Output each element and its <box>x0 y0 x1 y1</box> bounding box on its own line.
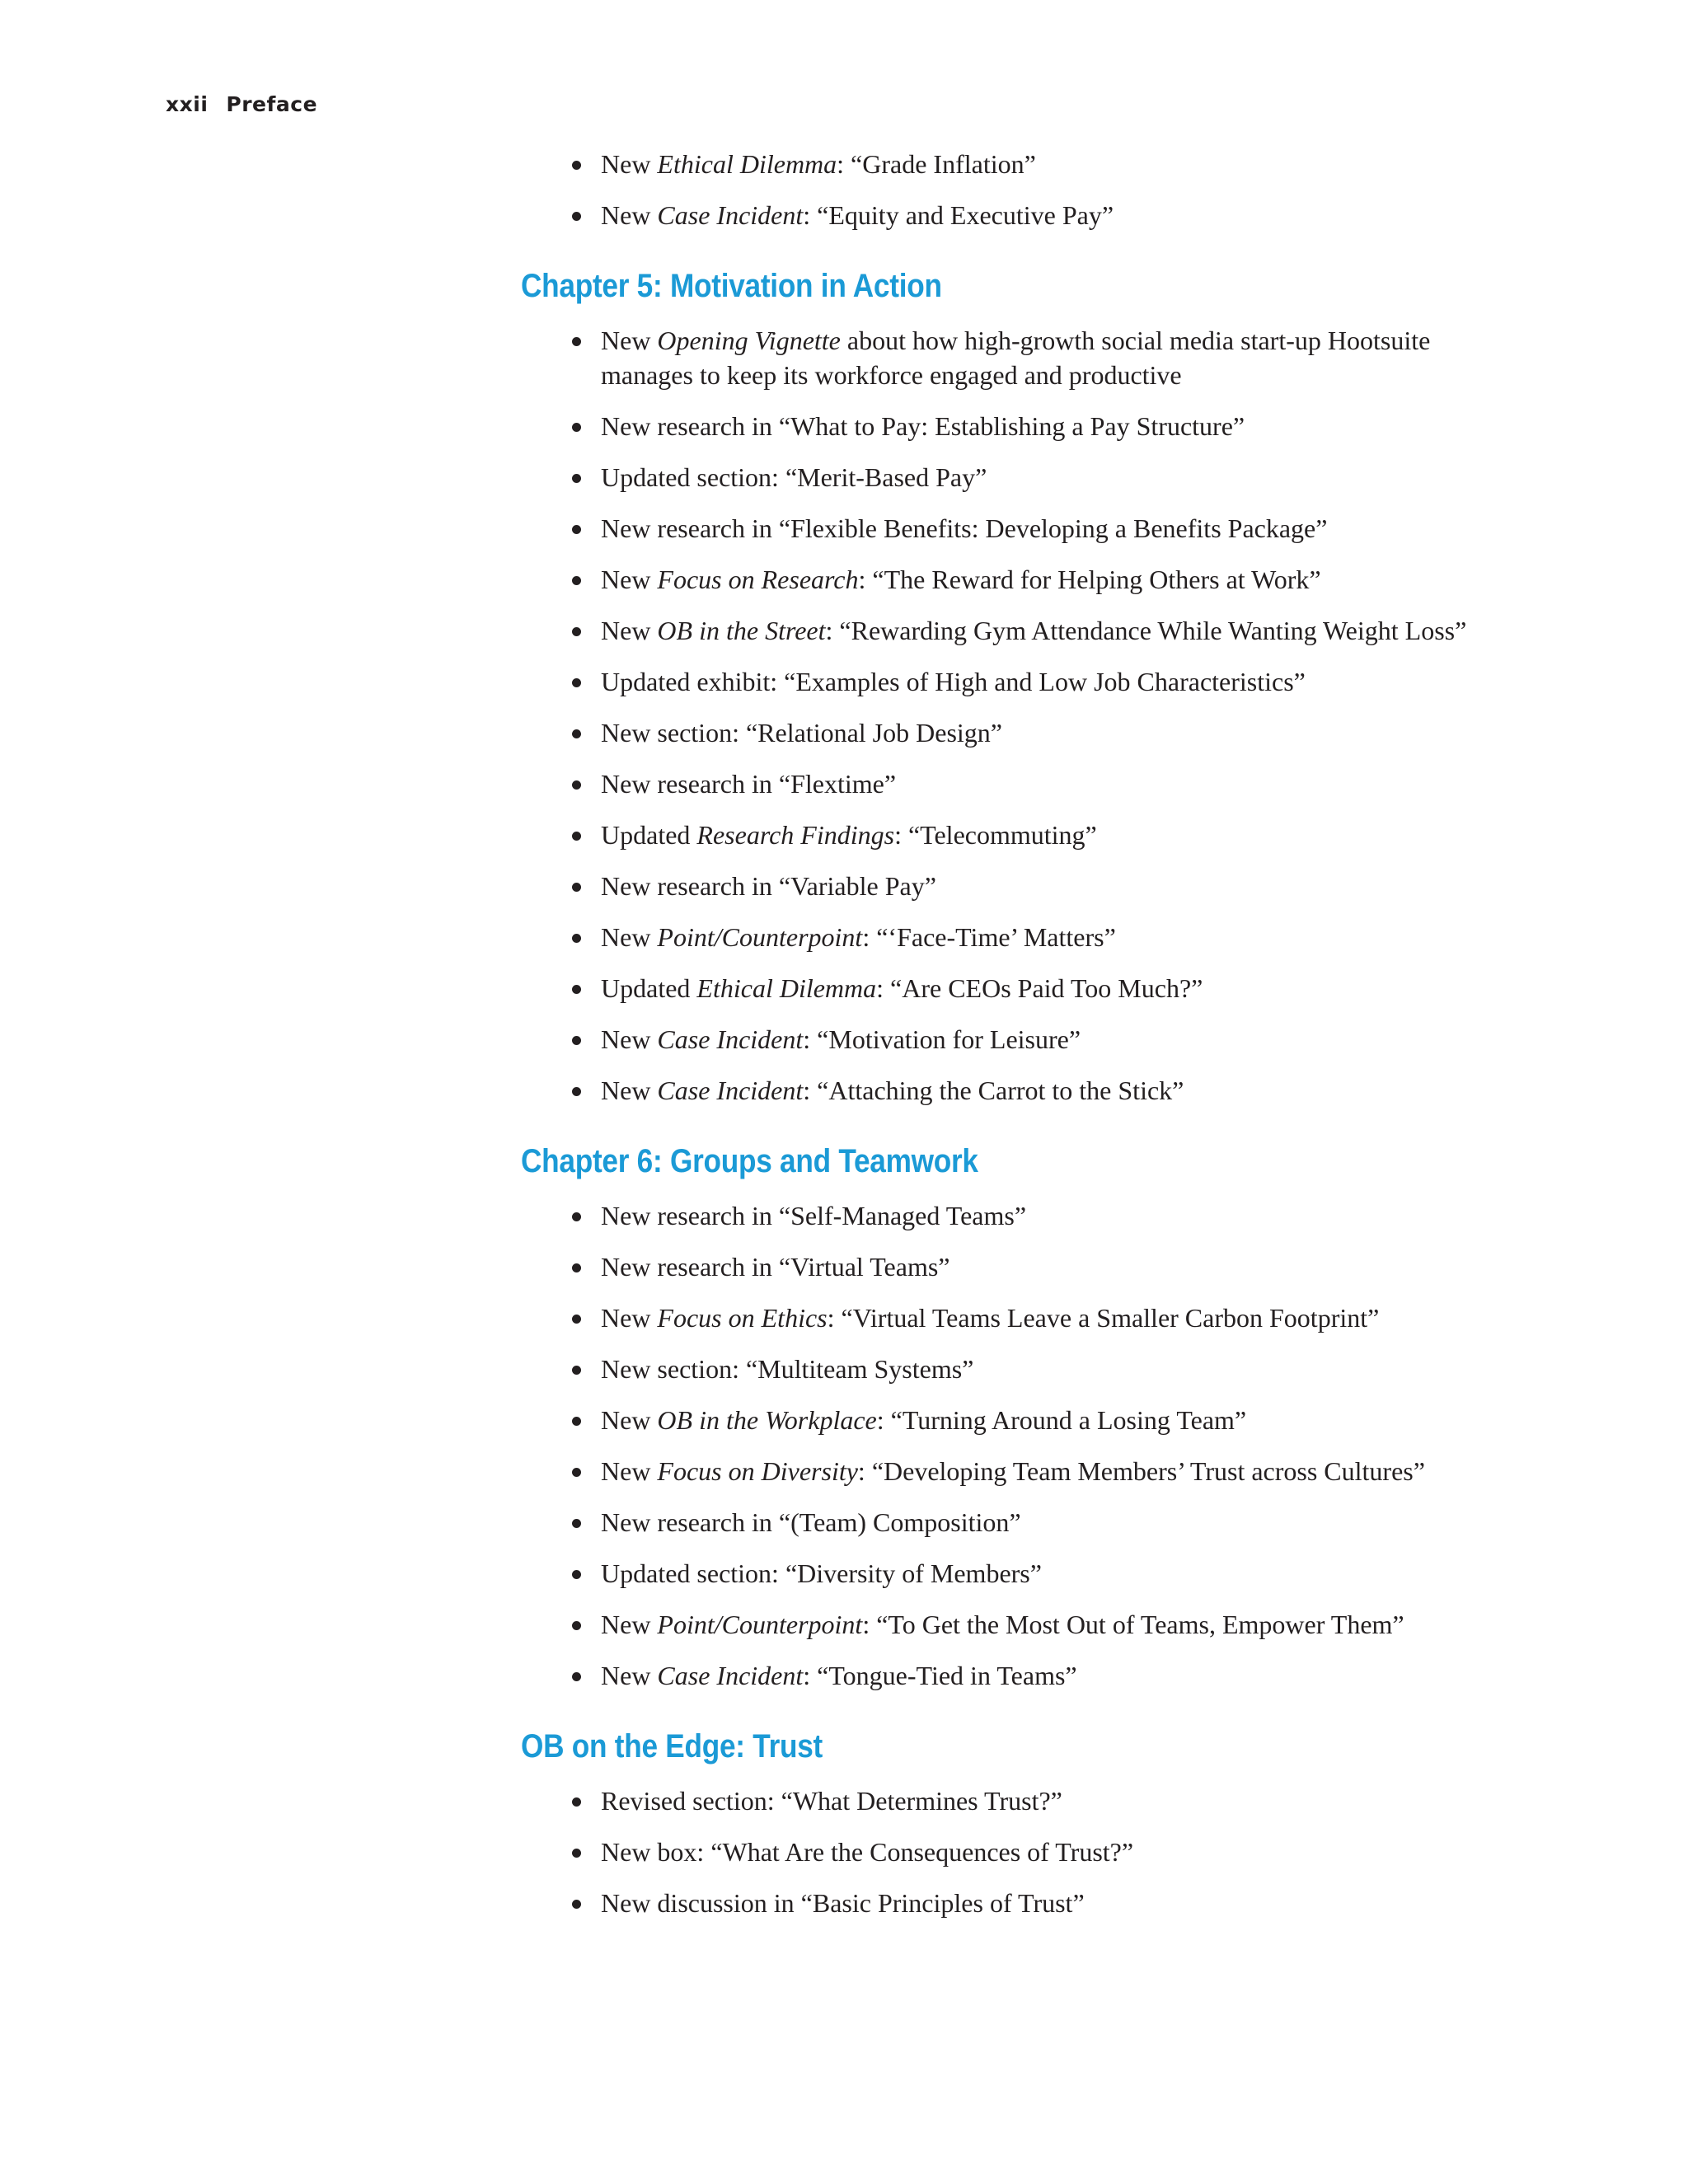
item-text: : “Equity and Executive Pay” <box>803 200 1114 230</box>
item-title-italic: Case Incident <box>657 1024 804 1054</box>
item-text: New <box>601 1303 658 1333</box>
item-text: : “Attaching the Carrot to the Stick” <box>803 1076 1184 1105</box>
item-text: Revised section: “What Determines Trust?” <box>601 1786 1062 1816</box>
list-item <box>521 1022 1510 1057</box>
item-title-italic: Research Findings <box>696 820 895 850</box>
item-text: New <box>601 1456 658 1486</box>
list-item <box>521 1352 1510 1386</box>
item-text: New research in “Flextime” <box>601 769 897 799</box>
item-text: : “Grade Inflation” <box>837 149 1036 179</box>
item-title-italic: Focus on Ethics <box>657 1303 828 1333</box>
list-item <box>521 198 1510 232</box>
list-item <box>521 920 1510 954</box>
item-text: New <box>601 1661 658 1690</box>
item-text: : “Turning Around a Losing Team” <box>876 1405 1247 1435</box>
list-item <box>521 562 1510 597</box>
item-title-italic: Case Incident <box>657 1076 804 1105</box>
section-list <box>521 1198 1510 1693</box>
item-text: : “Virtual Teams Leave a Smaller Carbon Footprint” <box>827 1303 1380 1333</box>
item-text: Updated <box>601 973 697 1003</box>
chapter-section <box>521 1141 1510 1693</box>
item-text: : “Telecommuting” <box>894 820 1097 850</box>
running-title: Preface <box>226 92 318 116</box>
item-title-italic: Ethical Dilemma <box>657 149 837 179</box>
item-text: New section: “Relational Job Design” <box>601 718 1002 748</box>
item-text: New <box>601 149 658 179</box>
item-text: New box: “What Are the Consequences of Trust?” <box>601 1837 1134 1867</box>
list-item <box>521 1403 1510 1437</box>
item-text: New research in “Variable Pay” <box>601 871 936 901</box>
chapter-section <box>521 1726 1510 1920</box>
list-item <box>521 715 1510 750</box>
item-text: New <box>601 616 658 645</box>
list-item <box>521 1556 1510 1591</box>
item-text: : “Rewarding Gym Attendance While Wanting Weight Loss” <box>825 616 1467 645</box>
item-title-italic: Focus on Research <box>657 565 859 594</box>
item-text: : “To Get the Most Out of Teams, Empower Them” <box>862 1610 1404 1639</box>
page-content <box>521 147 1510 1937</box>
list-item <box>521 971 1510 1005</box>
list-item <box>521 409 1510 443</box>
item-title-italic: Case Incident <box>657 1661 804 1690</box>
section-heading: Chapter 6: Groups and Teamwork <box>521 1143 978 1179</box>
item-title-italic: OB in the Street <box>657 616 826 645</box>
list-item <box>521 1249 1510 1284</box>
list-item <box>521 664 1510 699</box>
list-item <box>521 1073 1510 1108</box>
item-text: : “‘Face-Time’ Matters” <box>862 922 1116 952</box>
list-item <box>521 869 1510 903</box>
list-item <box>521 1198 1510 1233</box>
chapter-section <box>521 265 1510 1108</box>
list-item <box>521 818 1510 852</box>
item-text: New research in “Virtual Teams” <box>601 1252 950 1282</box>
list-item <box>521 613 1510 648</box>
list-item <box>521 1658 1510 1693</box>
list-item <box>521 1301 1510 1335</box>
continued-list <box>521 147 1510 232</box>
item-title-italic: Case Incident <box>657 200 804 230</box>
section-list <box>521 323 1510 1108</box>
list-item <box>521 460 1510 494</box>
list-item <box>521 323 1510 392</box>
item-text: New research in “Self-Managed Teams” <box>601 1201 1027 1230</box>
item-title-italic: Focus on Diversity <box>657 1456 858 1486</box>
item-text: New <box>601 1405 658 1435</box>
item-text: New <box>601 565 658 594</box>
item-text: Updated <box>601 820 697 850</box>
item-title-italic: Opening Vignette <box>657 326 841 355</box>
list-item <box>521 1835 1510 1869</box>
section-heading: Chapter 5: Motivation in Action <box>521 268 942 304</box>
item-text: New <box>601 200 658 230</box>
page-number: xxii <box>166 92 209 116</box>
list-item <box>521 1454 1510 1488</box>
sections <box>521 265 1510 1920</box>
list-item <box>521 511 1510 546</box>
item-text: Updated section: “Diversity of Members” <box>601 1558 1042 1588</box>
item-title-italic: Point/Counterpoint <box>657 922 863 952</box>
list-item <box>521 766 1510 801</box>
list-item <box>521 1607 1510 1642</box>
list-item <box>521 1505 1510 1540</box>
item-text: : “The Reward for Helping Others at Work” <box>858 565 1321 594</box>
item-text: New <box>601 1024 658 1054</box>
item-text: New <box>601 1610 658 1639</box>
item-text: : “Developing Team Members’ Trust across Cultures” <box>857 1456 1425 1486</box>
item-title-italic: Ethical Dilemma <box>696 973 877 1003</box>
item-text: : “Motivation for Leisure” <box>803 1024 1081 1054</box>
item-text: New <box>601 1076 658 1105</box>
item-title-italic: OB in the Workplace <box>657 1405 877 1435</box>
item-text: Updated exhibit: “Examples of High and Low Job Characteristics” <box>601 667 1306 696</box>
item-text: New research in “Flexible Benefits: Developing a Benefits Package” <box>601 513 1328 543</box>
section-list <box>521 1783 1510 1920</box>
item-text: New section: “Multiteam Systems” <box>601 1354 974 1384</box>
item-text: New discussion in “Basic Principles of Trust” <box>601 1888 1085 1918</box>
item-text: New <box>601 922 658 952</box>
item-text: New research in “(Team) Composition” <box>601 1507 1021 1537</box>
running-head <box>166 92 317 116</box>
item-text: about how high-growth social media start-up Hootsuite manages to keep its workforce engaged and productive <box>601 326 1431 390</box>
item-text: : “Are CEOs Paid Too Much?” <box>876 973 1203 1003</box>
list-item <box>521 1783 1510 1818</box>
item-text: New <box>601 326 658 355</box>
item-text: New research in “What to Pay: Establishing a Pay Structure” <box>601 411 1245 441</box>
list-item <box>521 1886 1510 1920</box>
item-text: : “Tongue-Tied in Teams” <box>803 1661 1077 1690</box>
section-heading: OB on the Edge: Trust <box>521 1728 823 1765</box>
item-title-italic: Point/Counterpoint <box>657 1610 863 1639</box>
item-text: Updated section: “Merit-Based Pay” <box>601 462 987 492</box>
list-item <box>521 147 1510 181</box>
